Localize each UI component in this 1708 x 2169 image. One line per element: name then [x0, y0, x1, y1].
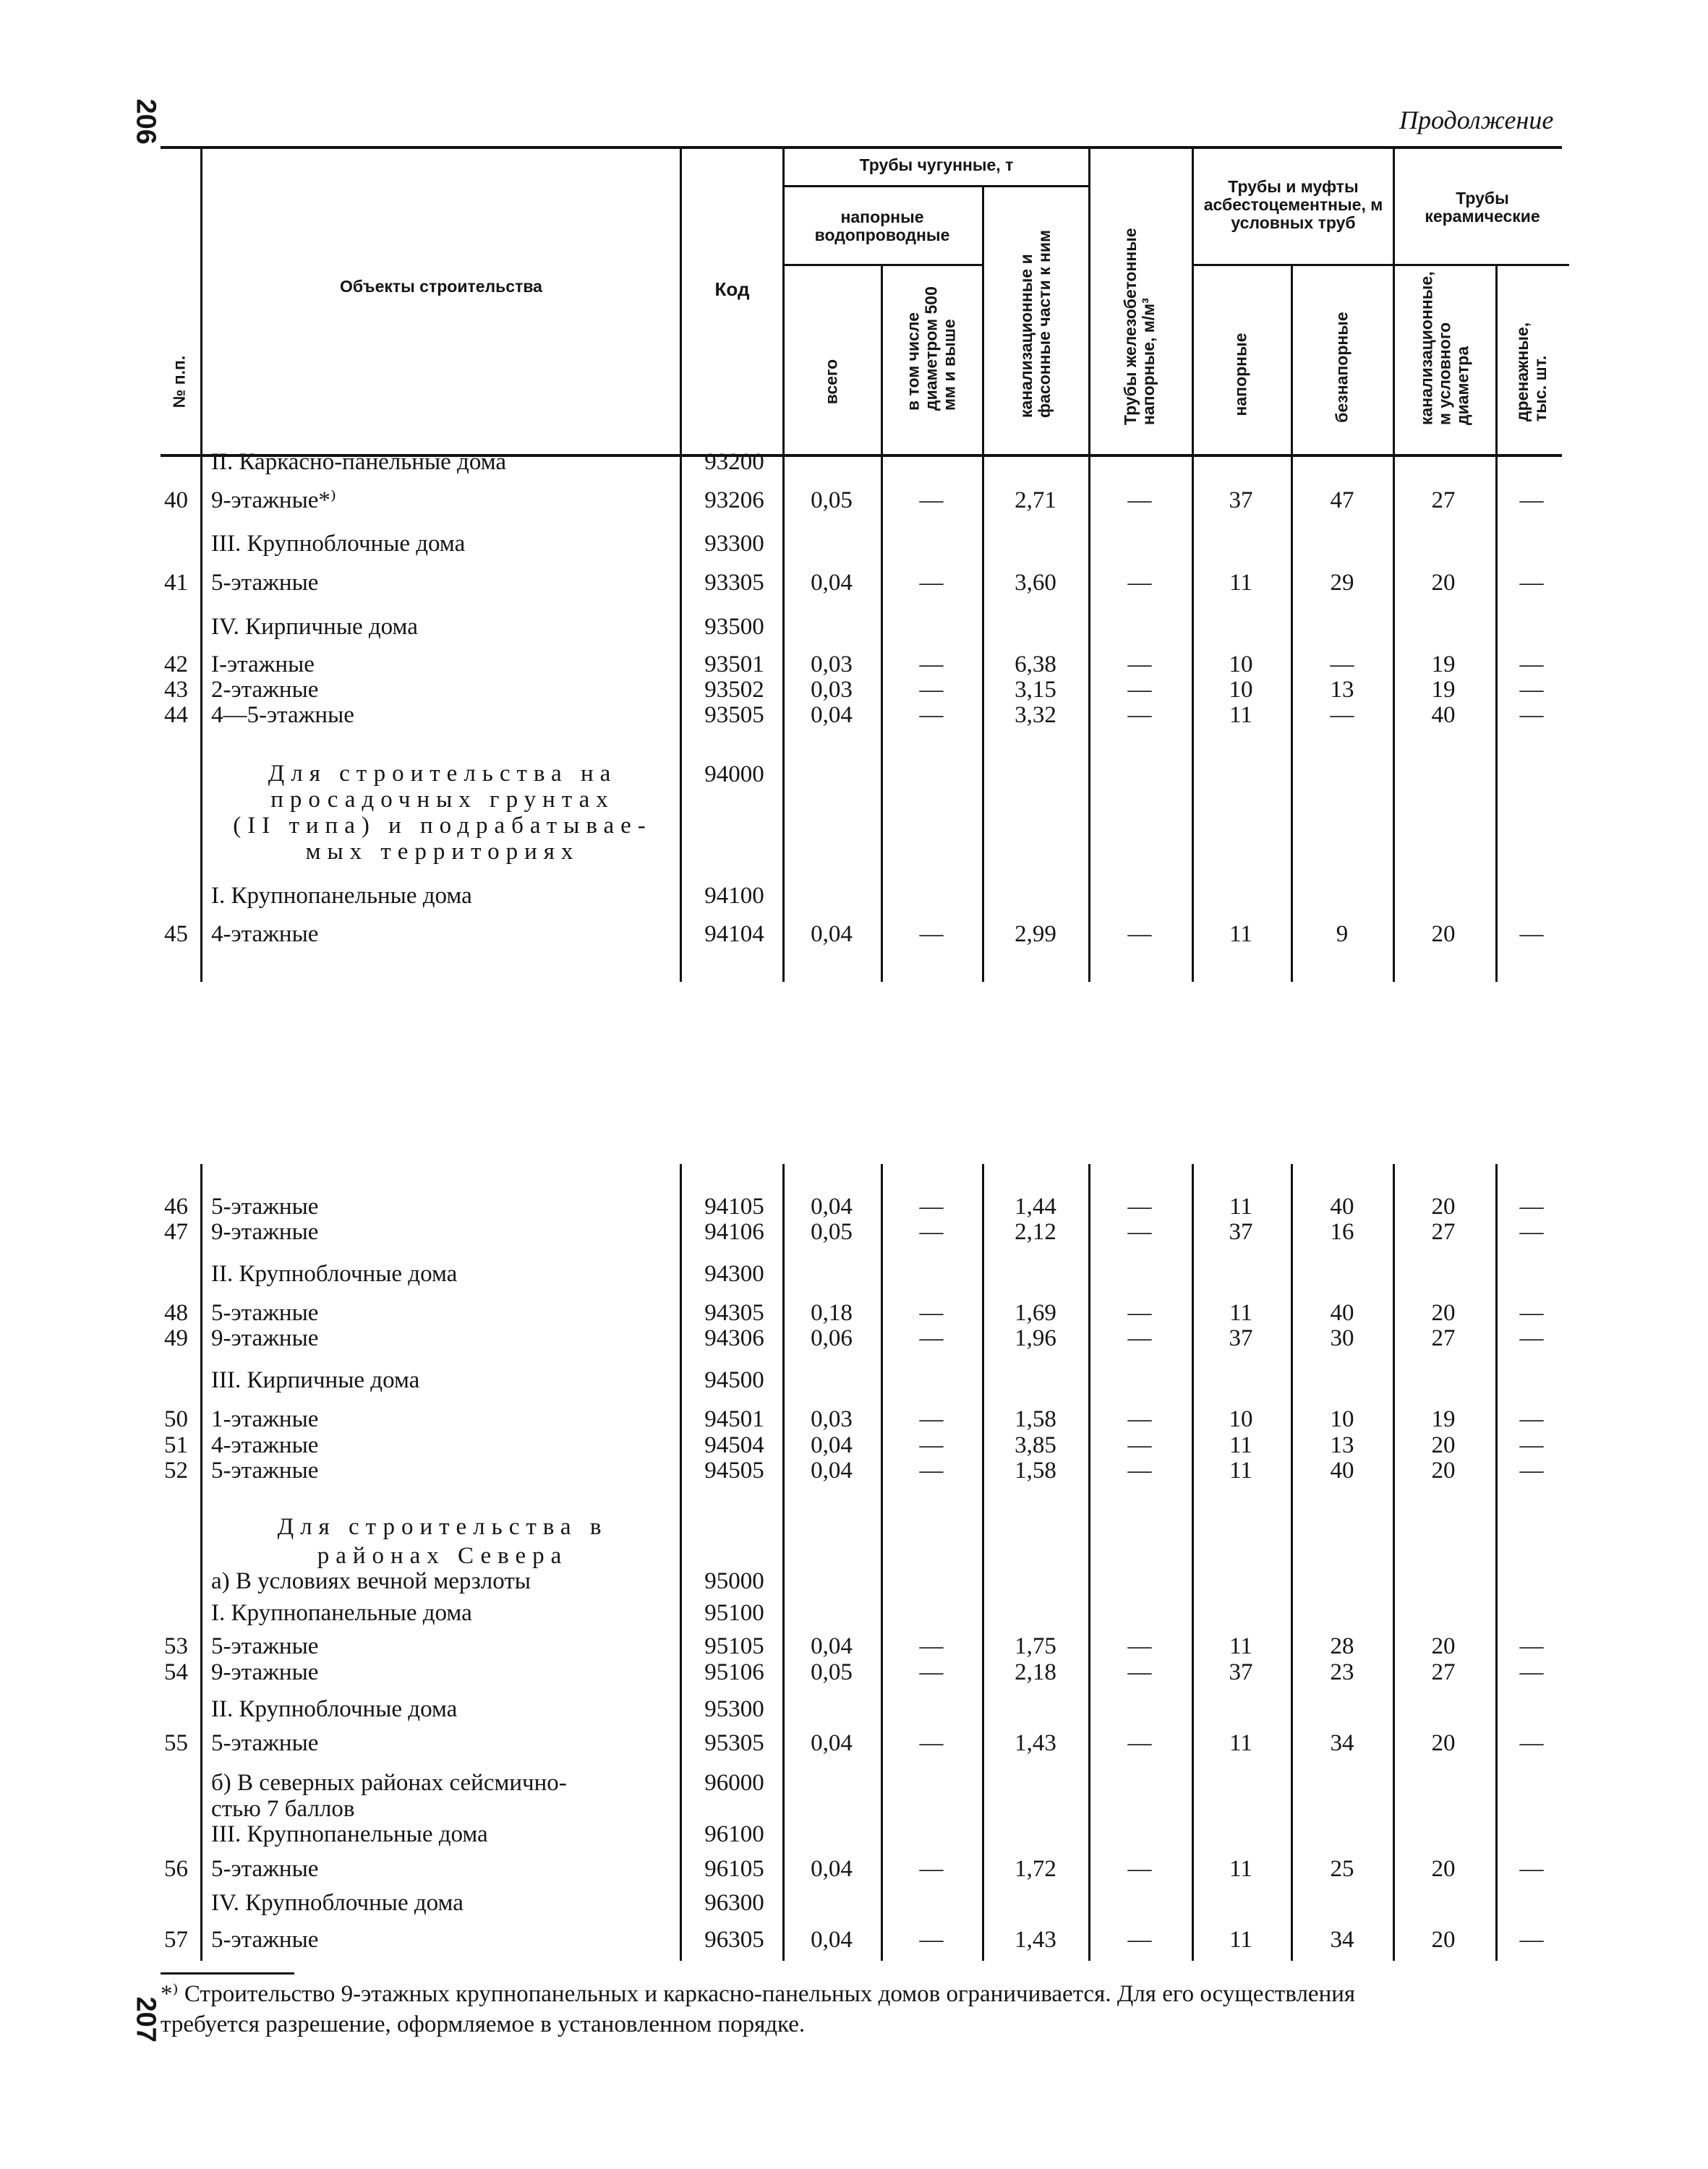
- object-name: III. Крупнопанельные дома: [211, 1821, 488, 1847]
- value-cell: —: [1519, 1406, 1544, 1432]
- object-code: 96105: [704, 1856, 764, 1882]
- value-cell: —: [919, 1659, 944, 1685]
- value-cell: —: [1519, 1194, 1544, 1220]
- value-cell: 37: [1229, 1659, 1253, 1685]
- object-code: 95000: [704, 1568, 764, 1594]
- object-name: II. Крупноблочные дома: [211, 1696, 458, 1722]
- row-number: 47: [164, 1219, 188, 1245]
- value-cell: 1,96: [1015, 1325, 1056, 1351]
- value-cell: 0,04: [811, 921, 853, 947]
- value-cell: —: [1127, 570, 1152, 596]
- object-code: 95100: [704, 1600, 764, 1626]
- object-heading-line: Для строительства на: [268, 761, 618, 787]
- object-name: I. Крупнопанельные дома: [211, 883, 472, 909]
- value-cell: 0,04: [811, 1458, 853, 1484]
- value-cell: —: [1127, 1432, 1152, 1458]
- header-vline: [881, 266, 883, 455]
- table-top-rule: [161, 146, 1562, 149]
- value-cell: 20: [1431, 1730, 1456, 1756]
- value-cell: 10: [1229, 651, 1253, 677]
- value-cell: —: [1519, 1730, 1544, 1756]
- value-cell: —: [1519, 1219, 1544, 1245]
- value-cell: 0,05: [811, 1219, 853, 1245]
- header-vline: [200, 149, 202, 455]
- row-number: 44: [164, 702, 188, 728]
- value-cell: 23: [1330, 1659, 1354, 1685]
- value-cell: 3,32: [1015, 702, 1056, 728]
- value-cell: —: [919, 1856, 944, 1882]
- value-cell: —: [1127, 1300, 1152, 1326]
- object-name-line: стью 7 баллов: [211, 1796, 355, 1822]
- object-heading-line: Для строительства в: [277, 1514, 608, 1540]
- object-name: 5-этажные: [211, 1927, 319, 1953]
- value-cell: —: [1519, 487, 1544, 513]
- value-cell: 0,03: [811, 1406, 853, 1432]
- value-cell: 0,04: [811, 570, 853, 596]
- object-code: 93206: [704, 487, 764, 513]
- row-number: 53: [164, 1633, 188, 1659]
- value-cell: —: [1519, 1927, 1544, 1953]
- row-number: 40: [164, 487, 188, 513]
- value-cell: 10: [1229, 1406, 1253, 1432]
- object-name: I-этажные: [211, 651, 315, 677]
- value-cell: 37: [1229, 487, 1253, 513]
- row-number: 43: [164, 677, 188, 703]
- value-cell: 47: [1330, 487, 1354, 513]
- value-cell: —: [1127, 1730, 1152, 1756]
- row-number: 56: [164, 1856, 188, 1882]
- value-cell: 11: [1229, 1458, 1252, 1484]
- value-cell: —: [1519, 1633, 1544, 1659]
- object-code: 93305: [704, 570, 764, 596]
- header-vline: [680, 149, 682, 455]
- object-name: 9-этажные: [211, 1325, 319, 1351]
- value-cell: 0,18: [811, 1300, 853, 1326]
- header-vline: [1088, 149, 1090, 455]
- object-code: 93505: [704, 702, 764, 728]
- value-cell: —: [1127, 677, 1152, 703]
- value-cell: 1,43: [1015, 1927, 1056, 1953]
- object-name: а) В условиях вечной мерзлоты: [211, 1568, 531, 1594]
- object-code: 96305: [704, 1927, 764, 1953]
- value-cell: 11: [1229, 570, 1252, 596]
- value-cell: 1,44: [1015, 1194, 1056, 1220]
- object-name: 1-этажные: [211, 1406, 319, 1432]
- value-cell: 1,69: [1015, 1300, 1056, 1326]
- object-code: 93500: [704, 614, 764, 640]
- value-cell: 29: [1330, 570, 1354, 596]
- object-name: II. Крупноблочные дома: [211, 1261, 458, 1287]
- header-cast-iron-group: Трубы чугунные, т: [859, 155, 1014, 174]
- header-vline: [782, 149, 785, 455]
- header-col-code: Код: [714, 278, 750, 300]
- value-cell: —: [1127, 1325, 1152, 1351]
- row-number: 41: [164, 570, 188, 596]
- value-cell: 0,05: [811, 1659, 853, 1685]
- value-cell: 34: [1330, 1927, 1354, 1953]
- object-name: 9-этажные: [211, 1659, 319, 1685]
- object-code: 94300: [704, 1261, 764, 1287]
- object-code: 94105: [704, 1194, 764, 1220]
- value-cell: 20: [1431, 1633, 1456, 1659]
- object-code: 96100: [704, 1821, 764, 1847]
- value-cell: 2,18: [1015, 1659, 1056, 1685]
- body-vline: [1291, 1164, 1293, 1961]
- object-name: 9-этажные*⁾: [211, 487, 337, 513]
- object-code: 95305: [704, 1730, 764, 1756]
- object-code: 95105: [704, 1633, 764, 1659]
- value-cell: 13: [1330, 677, 1354, 703]
- body-vline: [200, 428, 202, 982]
- value-cell: 37: [1229, 1325, 1253, 1351]
- value-cell: —: [1127, 1659, 1152, 1685]
- value-cell: 6,38: [1015, 651, 1056, 677]
- value-cell: 19: [1431, 1406, 1456, 1432]
- row-number: 42: [164, 651, 188, 677]
- value-cell: 2,99: [1015, 921, 1056, 947]
- object-name: IV. Кирпичные дома: [211, 614, 418, 640]
- row-number: 48: [164, 1300, 188, 1326]
- header-vline: [982, 187, 984, 455]
- header-asbestos-group: Трубы и муфты асбестоцементные, м условных труб: [1203, 177, 1383, 232]
- value-cell: 0,04: [811, 1194, 853, 1220]
- value-cell: 3,15: [1015, 677, 1056, 703]
- value-cell: —: [1519, 702, 1544, 728]
- header-col-sewer: канализационные и фасонные части к ним: [1017, 229, 1054, 418]
- cast-iron-rule: [782, 185, 1090, 187]
- object-code: 94000: [704, 761, 764, 787]
- value-cell: —: [919, 487, 944, 513]
- value-cell: 11: [1229, 1194, 1252, 1220]
- body-vline: [1495, 1164, 1498, 1961]
- value-cell: —: [919, 1633, 944, 1659]
- value-cell: 30: [1330, 1325, 1354, 1351]
- value-cell: —: [919, 651, 944, 677]
- value-cell: 0,04: [811, 1432, 853, 1458]
- header-col-rc: Трубы железобетонные напорные, м/м³: [1121, 228, 1158, 425]
- header-col-pressure: напорные: [1231, 333, 1250, 416]
- object-code: 94100: [704, 883, 764, 909]
- object-name: 5-этажные: [211, 1458, 319, 1484]
- value-cell: 40: [1330, 1300, 1354, 1326]
- value-cell: 10: [1229, 677, 1253, 703]
- value-cell: —: [1519, 1300, 1544, 1326]
- object-heading-line: районах Севера: [317, 1543, 568, 1569]
- object-code: 94106: [704, 1219, 764, 1245]
- page-number-top: 206: [130, 98, 161, 145]
- value-cell: —: [919, 1927, 944, 1953]
- object-name: 5-этажные: [211, 1194, 319, 1220]
- value-cell: —: [1330, 651, 1354, 677]
- object-name: 4-этажные: [211, 921, 319, 947]
- object-name: II. Каркасно-панельные дома: [211, 449, 507, 475]
- value-cell: —: [919, 570, 944, 596]
- footnote-line-1: *⁾ Строительство 9-этажных крупнопанельных и каркасно-панельных домов ограничивается. Для его осуществления: [161, 1981, 1356, 2007]
- row-number: 49: [164, 1325, 188, 1351]
- value-cell: 2,71: [1015, 487, 1056, 513]
- row-number: 50: [164, 1406, 188, 1432]
- object-heading-line: (II типа) и подрабатывае-: [233, 813, 652, 839]
- value-cell: 27: [1431, 1659, 1456, 1685]
- object-code: 94501: [704, 1406, 764, 1432]
- value-cell: 0,04: [811, 1927, 853, 1953]
- body-vline: [982, 428, 984, 982]
- object-code: 95300: [704, 1696, 764, 1722]
- value-cell: 11: [1229, 1432, 1252, 1458]
- value-cell: 1,58: [1015, 1406, 1056, 1432]
- body-vline: [200, 1164, 202, 1961]
- value-cell: 11: [1229, 1300, 1252, 1326]
- value-cell: 20: [1431, 921, 1456, 947]
- value-cell: 28: [1330, 1633, 1354, 1659]
- row-number: 51: [164, 1432, 188, 1458]
- object-code: 96000: [704, 1770, 764, 1796]
- header-vline: [1495, 266, 1498, 455]
- value-cell: —: [919, 1730, 944, 1756]
- object-name: III. Крупноблочные дома: [211, 531, 466, 557]
- object-name: 9-этажные: [211, 1219, 319, 1245]
- value-cell: —: [1127, 1219, 1152, 1245]
- value-cell: 20: [1431, 1432, 1456, 1458]
- value-cell: 20: [1431, 1458, 1456, 1484]
- value-cell: —: [1127, 1458, 1152, 1484]
- header-vline: [1393, 149, 1395, 455]
- value-cell: 20: [1431, 1194, 1456, 1220]
- value-cell: —: [1127, 1194, 1152, 1220]
- footnote-line-2: требуется разрешение, оформляемое в установленном порядке.: [161, 2011, 806, 2037]
- value-cell: 13: [1330, 1432, 1354, 1458]
- value-cell: 16: [1330, 1219, 1354, 1245]
- value-cell: —: [919, 1219, 944, 1245]
- header-ceramic-group: Трубы керамические: [1425, 189, 1540, 226]
- value-cell: 1,72: [1015, 1856, 1056, 1882]
- header-vline: [1291, 266, 1293, 455]
- value-cell: —: [1330, 702, 1354, 728]
- value-cell: 27: [1431, 1219, 1456, 1245]
- object-name: 2-этажные: [211, 677, 319, 703]
- continuation-label: Продолжение: [1399, 106, 1554, 134]
- value-cell: —: [1127, 487, 1152, 513]
- object-name: I. Крупнопанельные дома: [211, 1600, 472, 1626]
- value-cell: —: [1127, 1927, 1152, 1953]
- footnote-rule: [161, 1972, 294, 1975]
- object-name: 5-этажные: [211, 1633, 319, 1659]
- object-name: 5-этажные: [211, 1856, 319, 1882]
- value-cell: 25: [1330, 1856, 1354, 1882]
- value-cell: 27: [1431, 1325, 1456, 1351]
- body-vline: [1192, 1164, 1194, 1961]
- value-cell: —: [1519, 921, 1544, 947]
- value-cell: 9: [1336, 921, 1349, 947]
- value-cell: 20: [1431, 1300, 1456, 1326]
- object-name: III. Кирпичные дома: [211, 1367, 420, 1393]
- value-cell: 0,04: [811, 1730, 853, 1756]
- value-cell: 0,04: [811, 702, 853, 728]
- object-code: 93501: [704, 651, 764, 677]
- object-code: 94504: [704, 1432, 764, 1458]
- object-code: 93300: [704, 531, 764, 557]
- value-cell: —: [1519, 651, 1544, 677]
- row-number: 55: [164, 1730, 188, 1756]
- value-cell: 40: [1431, 702, 1456, 728]
- value-cell: 0,03: [811, 677, 853, 703]
- value-cell: 10: [1330, 1406, 1354, 1432]
- value-cell: 20: [1431, 1927, 1456, 1953]
- body-vline: [1393, 1164, 1395, 1961]
- value-cell: —: [1127, 921, 1152, 947]
- object-code: 95106: [704, 1659, 764, 1685]
- value-cell: 40: [1330, 1458, 1354, 1484]
- value-cell: —: [919, 921, 944, 947]
- value-cell: —: [1127, 1856, 1152, 1882]
- row-number: 45: [164, 921, 188, 947]
- value-cell: 11: [1229, 1633, 1252, 1659]
- header-col-drain: дренажные, тыс. шт.: [1513, 322, 1550, 422]
- object-name: 5-этажные: [211, 1730, 319, 1756]
- value-cell: 0,04: [811, 1633, 853, 1659]
- value-cell: 11: [1229, 1730, 1252, 1756]
- object-name-line: б) В северных районах сейсмично-: [211, 1770, 567, 1796]
- object-name: 5-этажные: [211, 1300, 319, 1326]
- value-cell: 11: [1229, 1856, 1252, 1882]
- value-cell: 20: [1431, 1856, 1456, 1882]
- object-code: 94306: [704, 1325, 764, 1351]
- value-cell: —: [1519, 1458, 1544, 1484]
- value-cell: 0,04: [811, 1856, 853, 1882]
- value-cell: 20: [1431, 570, 1456, 596]
- value-cell: 37: [1229, 1219, 1253, 1245]
- object-code: 94104: [704, 921, 764, 947]
- value-cell: —: [919, 677, 944, 703]
- object-code: 93502: [704, 677, 764, 703]
- value-cell: 11: [1229, 921, 1252, 947]
- header-col-total: всего: [821, 359, 841, 405]
- value-cell: 0,03: [811, 651, 853, 677]
- object-code: 94305: [704, 1300, 764, 1326]
- object-name: IV. Крупноблочные дома: [211, 1890, 464, 1916]
- body-vline: [680, 428, 682, 982]
- body-vline: [680, 1164, 682, 1961]
- body-vline: [881, 1164, 883, 1961]
- value-cell: —: [919, 1194, 944, 1220]
- value-cell: —: [1127, 1406, 1152, 1432]
- value-cell: 3,60: [1015, 570, 1056, 596]
- value-cell: 11: [1229, 1927, 1252, 1953]
- object-code: 94505: [704, 1458, 764, 1484]
- value-cell: —: [1519, 570, 1544, 596]
- value-cell: —: [1519, 1432, 1544, 1458]
- value-cell: 34: [1330, 1730, 1354, 1756]
- object-name: 4-этажные: [211, 1432, 319, 1458]
- value-cell: —: [1519, 1856, 1544, 1882]
- value-cell: —: [1127, 702, 1152, 728]
- value-cell: —: [919, 1406, 944, 1432]
- value-cell: 1,58: [1015, 1458, 1056, 1484]
- object-code: 94500: [704, 1367, 764, 1393]
- header-col-objects: Объекты строительства: [340, 277, 542, 296]
- value-cell: 1,75: [1015, 1633, 1056, 1659]
- value-cell: —: [919, 702, 944, 728]
- body-vline: [982, 1164, 984, 1961]
- value-cell: —: [919, 1325, 944, 1351]
- header-col-nonpressure: безнапорные: [1332, 312, 1352, 423]
- value-cell: 3,85: [1015, 1432, 1056, 1458]
- value-cell: 19: [1431, 651, 1456, 677]
- row-number: 52: [164, 1458, 188, 1484]
- page-number-bottom: 207: [130, 1996, 161, 2042]
- value-cell: 27: [1431, 487, 1456, 513]
- value-cell: —: [1127, 651, 1152, 677]
- row-number: 54: [164, 1659, 188, 1685]
- object-name: 5-этажные: [211, 570, 319, 596]
- value-cell: 0,06: [811, 1325, 853, 1351]
- object-name: 4—5-этажные: [211, 702, 354, 728]
- value-cell: 0,05: [811, 487, 853, 513]
- header-pressure-water-group: напорные водопроводные: [814, 208, 950, 244]
- header-col-no: № п.п.: [169, 355, 189, 408]
- value-cell: 2,12: [1015, 1219, 1056, 1245]
- object-heading-line: просадочных грунтах: [270, 787, 615, 813]
- header-col-ceramic-sewer: канализационные, м условного диаметра: [1417, 271, 1472, 425]
- ceramic-rule: [1393, 264, 1569, 266]
- object-heading-line: мых территориях: [305, 839, 580, 865]
- value-cell: —: [1519, 677, 1544, 703]
- value-cell: —: [919, 1300, 944, 1326]
- body-vline: [1088, 1164, 1090, 1961]
- value-cell: 19: [1431, 677, 1456, 703]
- value-cell: —: [919, 1432, 944, 1458]
- object-code: 93200: [704, 449, 764, 475]
- row-number: 57: [164, 1927, 188, 1953]
- row-number: 46: [164, 1194, 188, 1220]
- value-cell: —: [1519, 1325, 1544, 1351]
- value-cell: 1,43: [1015, 1730, 1056, 1756]
- value-cell: 11: [1229, 702, 1252, 728]
- value-cell: —: [1127, 1633, 1152, 1659]
- object-code: 96300: [704, 1890, 764, 1916]
- value-cell: —: [1519, 1659, 1544, 1685]
- value-cell: —: [919, 1458, 944, 1484]
- header-col-diam: в том числе диаметром 500 мм и выше: [903, 286, 959, 411]
- value-cell: 40: [1330, 1194, 1354, 1220]
